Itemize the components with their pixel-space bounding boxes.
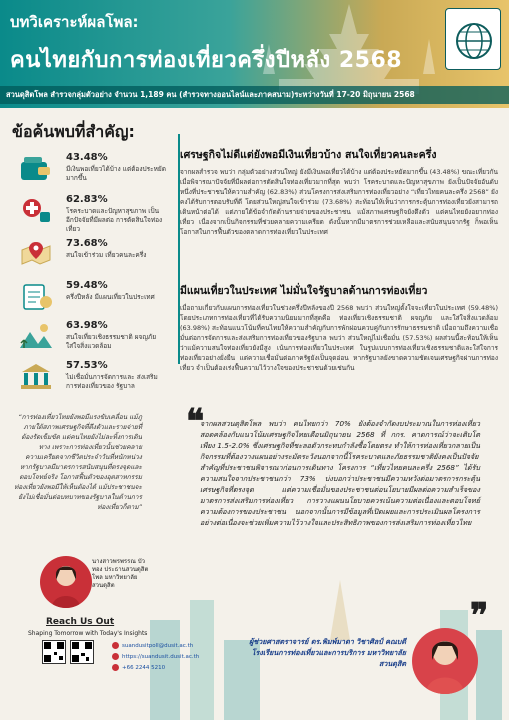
nature-icon <box>18 322 54 350</box>
finding-text: ไม่เชื่อมั่นการจัดการและ ส่งเสริมการท่องเที่ยวของ รัฐบาล <box>66 373 158 390</box>
contact-website[interactable]: https://suandusit.dusit.ac.th <box>112 653 199 660</box>
director-avatar <box>40 556 92 608</box>
section-body: เมื่อถามเกี่ยวกับแผนการท่องเที่ยวในช่วงครึ่งปีหลังของปี 2568 พบว่า ส่วนใหญ่ตั้งใจจะเที่ยวในประเทศ (59.48%) โดยประเภทการท่องเที่ยวที่ได้รับความนิยมมากที่สุดคือ ท่องเที่ยวเชิงธรรมชาติ ผจญภัย และใส่ใจสิ่งแวดล้อม (63.98%) สะท้อนแนวโน้มที่คนไทยให้ความสำคัญกับการพักผ่อนควบคู่กับการรักษาธรรมชาติ เมื่อถามถึงความเชื่อมั่นต่อการจัดการและส่งเสริมการท่องเที่ยวของรัฐบาล พบว่า ส่วนใหญ่ไม่เชื่อมั่น (57.53%) ผลส่วนนี้สะท้อนให้เห็นว่าแม้ความสนใจท่องเที่ยวยังมีสูง เน้นการท่องเที่ยวในประเทศ ในรูปแบบการท่องเที่ยวเชิงธรรมชาติและใส่ใจการท่องเที่ยวอย่างยั่งยืน แต่ความเชื่อมั่นต่อภาครัฐยังเป็นจุดอ่อน หากรัฐบาลยังขาดความชัดเจนเศรษฐกิจผ่านการท่องเที่ยว จำเป็นต้องเร่งฟื้นความไว้วางใจของประชาชนด้วยเช่นกัน <box>180 304 498 372</box>
finding-item <box>18 238 168 278</box>
section-title: เศรษฐกิจไม่ดีแต่ยังพอมีเงินเที่ยวบ้าง สนใจเที่ยวคนละครึ่ง <box>180 149 437 161</box>
open-quote-icon: ❝ <box>186 402 205 442</box>
section-economy <box>180 146 498 237</box>
finding-value: 73.68% <box>66 238 108 249</box>
finding-item <box>18 360 168 404</box>
finding-text: ครึ่งปีหลัง มีแผนเที่ยวในประเทศ <box>66 293 155 301</box>
finding-text: สนใจเที่ยวเชิงธรรมชาติ ผจญภัย ใส่ใจสิ่งแวดล้อม <box>66 333 156 350</box>
finding-item <box>18 280 168 320</box>
qr-code-icon[interactable] <box>70 640 94 664</box>
key-findings-title: ข้อค้นพบที่สำคัญ: <box>12 122 135 141</box>
survey-info: สวนดุสิตโพล สำรวจกลุ่มตัวอย่าง จำนวน 1,189 คน (สำรวจทางออนไลน์และภาคสนาม)ระหว่างวันที่ 17-20 มิถุนายน 2568 <box>0 86 509 104</box>
director-name: นางสาวพรพรรณ บัวทอง ประธานสวนดุสิตโพล มหาวิทยาลัยสวนดุสิต <box>92 558 149 589</box>
reach-us-title: Reach Us Out <box>46 617 115 627</box>
poll-supertitle: บทวิเคราะห์ผลโพล: <box>10 13 139 31</box>
government-icon <box>18 362 54 390</box>
finding-value: 63.98% <box>66 320 108 331</box>
phone-icon <box>112 664 119 671</box>
contact-phone[interactable]: +66 2244 5210 <box>112 664 165 671</box>
map-pin-icon <box>18 240 54 268</box>
director-quote: “การท่องเที่ยวไทยยังพอมีแรงขับเคลื่อน แม้ภูภายใต้สภาพเศรษฐกิจที่ตึงตัวและรายจ่ายที่ต้องรัดเข็มขัด แต่คนไทยยังไม่ละทิ้งการเดินทาง เพราะการท่องเที่ยวนั้นช่วยคลายความเครียดจากชีวิตประจำวันที่หนักหน่วง หากรัฐบาลมีมาตรการสนับสนุนที่ตรงจุดและตอบโจทย์จริง โอกาสฟื้นตัวของอุตสาหกรรมท่องเที่ยวยังพอมีให้เห็นต้องได้ แม้ประชาชนจะยังไม่เชื่อมั่นต่อบทบาทของรัฐบาลในด้านการท่องเที่ยวก็ตาม” <box>14 413 142 511</box>
finding-item <box>18 194 168 234</box>
section-title: มีแผนเที่ยวในประเทศ ไม่มั่นใจรัฐบาลด้านการท่องเที่ยว <box>180 285 428 297</box>
dean-quote: จากผลสวนดุสิตโพล พบว่า คนไทยกว่า 70% ยังต้องจำกัดงบประมาณในการท่องเที่ยว สอดคล้องกับแนวโน้มเศรษฐกิจไทยเดือนมิถุนายน 2568 ที่ กกร. คาดการณ์ว่าจะเติบโตเพียง 1.5-2.0% ซึ่งเศรษฐกิจที่ชะลอตัวกระทบกำลังซื้อโดยตรง ทำให้การท่องเที่ยวกลายเป็นกิจกรรมที่ต้องวางแผนอย่างระมัดระวังนอกจากนี้โรคระบาดและภัยธรรมชาติยังคงเป็นปัจจัยสำคัญที่ประชาชนพิจารณาก่อนการเดินทาง โครงการ “เที่ยวไทยคนละครึ่ง 2568” ได้รับความสนใจจากประชาชนกว่า 73% บ่งบอกว่าประชาชนมีความหวังต่อมาตรการกระตุ้นเศรษฐกิจที่ตรงจุด แต่ความเชื่อมั่นของประชาชนต่อนโยบายมีผลต่อความสำเร็จของมาตรการส่งเสริมการท่องเที่ยว การวางแผนนโยบายควรเน้นความต่อเนื่องและตอบโจทย์ความต้องการของประชาชน นอกจากนั้นการมีข้อมูลที่เปิดเผยและการประเมินผลโครงการอย่างต่อเนื่องจะช่วยเพิ่มความไว้วางใจและประสิทธิภาพของการส่งเสริมการท่องเที่ยวไทย <box>200 419 480 527</box>
finding-text: มีเงินพอเที่ยวได้บ้าง แต่ต้องประหยัดมากขึ้น <box>66 165 166 182</box>
finding-value: 57.53% <box>66 360 108 371</box>
wallet-icon <box>18 154 54 182</box>
finding-item <box>18 152 168 192</box>
finding-text: โรคระบาดและปัญหาสุขภาพ เป็นอีกปัจจัยที่มีผลต่อ การตัดสินใจท่องเที่ยว <box>66 207 163 233</box>
section-body: จากผลสำรวจ พบว่า กลุ่มตัวอย่างส่วนใหญ่ ยังมีเงินพอเที่ยวได้บ้าง แต่ต้องประหยัดมากขึ้น (43.48%) ขณะเที่ยวกันเมื่อพิจารณาปัจจัยที่มีผลต่อการตัดสินใจท่องเที่ยวมากที่สุด พบว่า โรคระบาดและปัญหาสุขภาพ ยังเป็นปัจจัยอันดับหนึ่งที่ประชาชนให้ความสำคัญ (62.83%) ส่วนโครงการส่งเสริมการท่องเที่ยวอย่าง “เที่ยวไทยคนละครึ่ง 2568” ยังคงได้รับการตอบรับที่ดี โดยส่วนใหญ่สนใจเข้าร่วม (73.68%) สะท้อนให้เห็นว่าการกระตุ้นการท่องเที่ยวยังสามารถเดินหน้าต่อได้ แต่ภายใต้ข้อจำกัดด้านรายจ่ายของประชาชน แม้สภาพเศรษฐกิจยังตึงตัว แต่คนไทยยังอยากท่องเที่ยว เนื่องจากเป็นกิจกรรมที่ช่วยคลายความเครียด ดังนั้นหากมีมาตรการช่วยเหลือและสนับสนุนจากรัฐ ก็พอเห็นโอกาสในการฟื้นตัวของตลาดการท่องเที่ยวในประเทศ <box>180 168 498 236</box>
finding-text: สนใจเข้าร่วม เที่ยวคนละครึ่ง <box>66 251 147 259</box>
globe-icon <box>112 653 119 660</box>
header-banner <box>0 0 509 108</box>
dean-avatar <box>412 628 478 694</box>
health-icon <box>18 196 54 224</box>
suan-dusit-poll-logo <box>445 8 501 70</box>
plan-icon <box>18 282 54 310</box>
close-quote-icon: ❞ <box>470 596 489 636</box>
finding-value: 62.83% <box>66 194 108 205</box>
dean-signature: ผู้ช่วยศาสตราจารย์ ดร.พิมพ์มาดา วิชาศิลป์ คณบดีโรงเรียนการท่องเที่ยวและการบริการ มหาวิทยาลัยสวนดุสิต <box>249 637 406 668</box>
finding-item <box>18 320 168 360</box>
email-icon <box>112 642 119 649</box>
contact-email[interactable]: suandusitpoll@dusit.ac.th <box>112 642 193 649</box>
finding-value: 43.48% <box>66 152 108 163</box>
section-travel-plan <box>180 282 498 373</box>
reach-us-tagline: Shaping Tomorrow with Today's Insights <box>28 630 148 637</box>
page-title: คนไทยกับการท่องเที่ยวครึ่งปีหลัง 2568 <box>10 48 403 73</box>
finding-value: 59.48% <box>66 280 108 291</box>
qr-code-icon[interactable] <box>42 640 66 664</box>
